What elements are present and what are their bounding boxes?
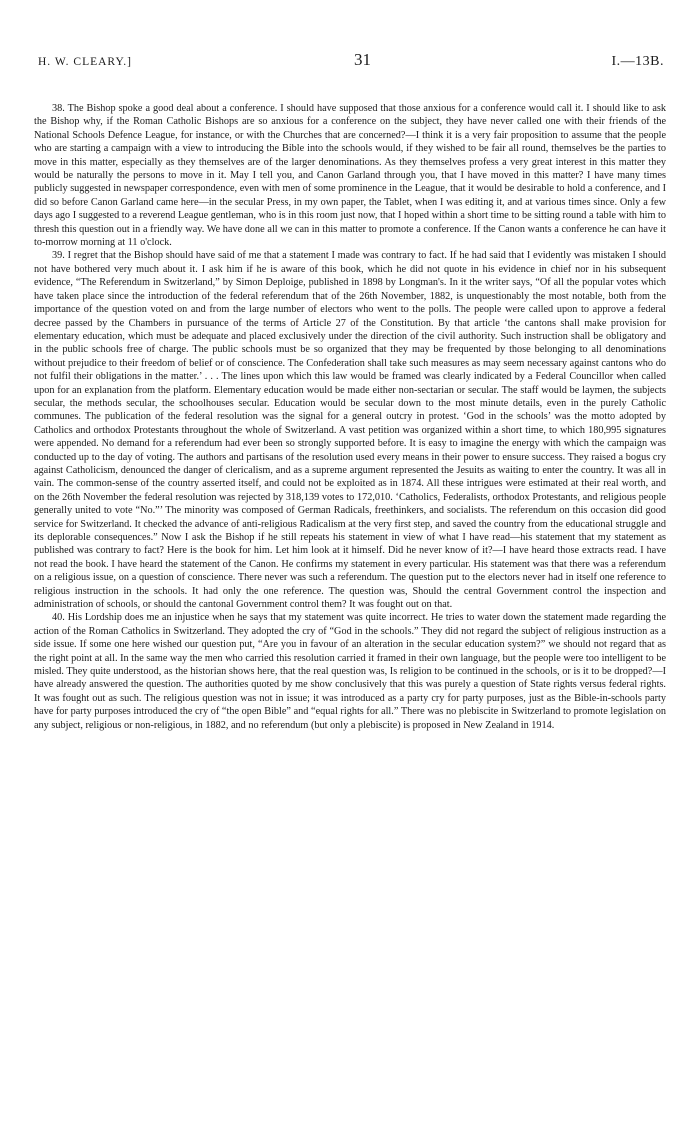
paragraph-number: 38. — [52, 103, 65, 114]
document-reference: I.—13B. — [611, 54, 664, 69]
document-body — [34, 102, 666, 732]
paragraph-40 — [34, 611, 666, 732]
paragraph-text: His Lordship does me an injustice when he says that my statement was quite incorrect. He tries to water down the statement made regarding the action of the Roman Catholics in Switzerland. They adopted the cry of “God in the schools.” They did not regard the subject of religious instruction as a side issue. If some one here wished our question put, “Are you in favour of an alteration in the secular education system?” we should not regard that as the right point at all. In the same way the men who carried this resolution carried it framed in their own language, but the people were too intelligent to be misled. They quite understood, as the historian shows here, that the real question was, Is religion to be continued in the schools, or is it to be dropped?—I have already answered the question. The authorities quoted by me show conclusively that this was purely a question of State rights versus federal rights. It was fought out as such. The religious question was not in issue; it was introduced as a party cry for party purposes, just as the Bible-in-schools party have for party purposes introduced the cry of “the open Bible” and “equal rights for all.” There was no plebiscite in Switzerland to promote legislation on any subject, religious or non-religious, in 1882, and no referendum (but only a plebiscite) is proposed in New Zealand in 1914. — [34, 612, 666, 731]
paragraph-39 — [34, 249, 666, 611]
page-header — [34, 48, 666, 72]
paragraph-number: 39. — [52, 250, 65, 262]
paragraph-text: The Bishop spoke a good deal about a conference. I should have supposed that those anxious for a conference would call it. I should like to ask the Bishop why, if the Roman Catholic Bishops are so anxious for a conference on the subject, they have never called one with their friends of the National Schools Defence League, for instance, or with the Churches that are concerned?—I think it is a very fair proposition to assume that the people who are starting a campaign with a view to introducing the Bible into the schools would, if they wished to be fair all round, themselves be the parties to move in this matter, especially as they themselves are of the larger denominations. As they themselves profess a very great interest in this matter they would be naturally the persons to move in it. May I tell you, and Canon Garland through you, that I have moved in this matter? I have many times publicly suggested in newspaper correspondence, even with men of some prominence in the League, that it would be desirable to hold a conference, and I did so before Canon Garland came here—in the secular Press, in my own paper, the Tablet, when I was editing it, and at various times since. Only a few days ago I suggested to a reverend League gentleman, who is in this room just now, that I hoped within a short time to be sitting round a table with him to thresh this question out in a friendly way. We have done all we can in this matter to promote a conference. If the Canon wants a conference he can have it to-morrow morning at 11 o'clock. — [34, 103, 666, 249]
paragraph-number: 40. — [52, 612, 65, 624]
page-number: 31 — [354, 50, 371, 69]
paragraph-text: I regret that the Bishop should have said of me that a statement I made was contrary to fact. If he had said that I evidently was mistaken I should not have bothered very much about it. I ask him if he is aware of this book, which he did not quote in his evidence in chief nor in his subsequent evidence, “The Referendum in Switzerland,” by Simon Deploige, published in 1898 by Longman's. In it the writer says, “Of all the popular votes which have taken place since the introduction of the federal referendum that of the 26th November, 1882, is unquestionably the most notable, both from the importance of the question voted on and from the large number of electors who went to the polls. The people were called upon to approve a federal decree passed by the Chambers in pursuance of the terms of Article 27 of the Constitution. By that article ‘the cantons shall make provision for elementary education, which must be adequate and placed exclusively under the direction of the civil authority. Such instruction shall be obligatory and in the public schools free of charge. The public schools must be so organized that they may be frequented by those belonging to all denominations without prejudice to their freedom of belief or of conscience. The Confederation shall take such measures as may seem necessary against cantons who do not fulfil their obligations in the matter.’ . . . The lines upon which this law would be framed was clearly indicated by a Federal Councillor when called upon for an explanation from the platform. Elementary education would be made either non-sectarian or secular. The staff would be laymen, the subjects secular, the methods secular, the schoolhouses secular. Education would be secular down to the most minute details, even in the purely Catholic communes. The publication of the federal resolution was the signal for a general outcry in protest. ‘God in the schools’ was the motto adopted by Catholics and orthodox Protestants throughout the whole of Switzerland. A vast petition was organized within a short time, to which 180,995 signatures were appended. No demand for a referendum had ever been so strongly supported before. It is easy to imagine the energy with which the campaign was conducted up to the day of voting. The authors and partisans of the resolution used every means in their power to ensure success. They raised a bogus cry against Catholicism, denounced the danger of clericalism, and as a supreme argument represented the Jesuits as waiting to enter the country. It was all in vain. The common-sense of the country asserted itself, and could not be exploited as in 1874. All these intrigues were estimated at their real worth, and on the 26th November the federal resolution was rejected by 318,139 votes to 172,010. ‘Catholics, Federalists, orthodox Protestants, and religious people generally united to vote “No.”’ The minority was composed of German Radicals, freethinkers, and socialists. The referendum on this occasion did good service for Switzerland. It checked the advance of anti-religious Radicalism at the very first step, and saved the country from the educational struggle and its deplorable consequences.” Now I ask the Bishop if he still repeats his statement in view of what I have read—his statement that my statement as published was contrary to fact? Here is the book for him. Let him look at it himself. Did he never know of it?—I have heard those extracts read. I have not read the book. I have heard the statement of the Canon. He confirms my statement in every particular. His statement was that there was a referendum on a religious issue, on a question of conscience. There never was such a referendum. The question put to the electors never had in itself one reference to religious instruction in the schools. It had only the one reference. The question was, Should the central Government control the inspection and administration of schools, or should the cantonal Government control them? It was fought out on that. — [34, 250, 666, 611]
paragraph-38 — [34, 102, 666, 249]
header-author: H. W. CLEARY.] — [38, 56, 132, 68]
